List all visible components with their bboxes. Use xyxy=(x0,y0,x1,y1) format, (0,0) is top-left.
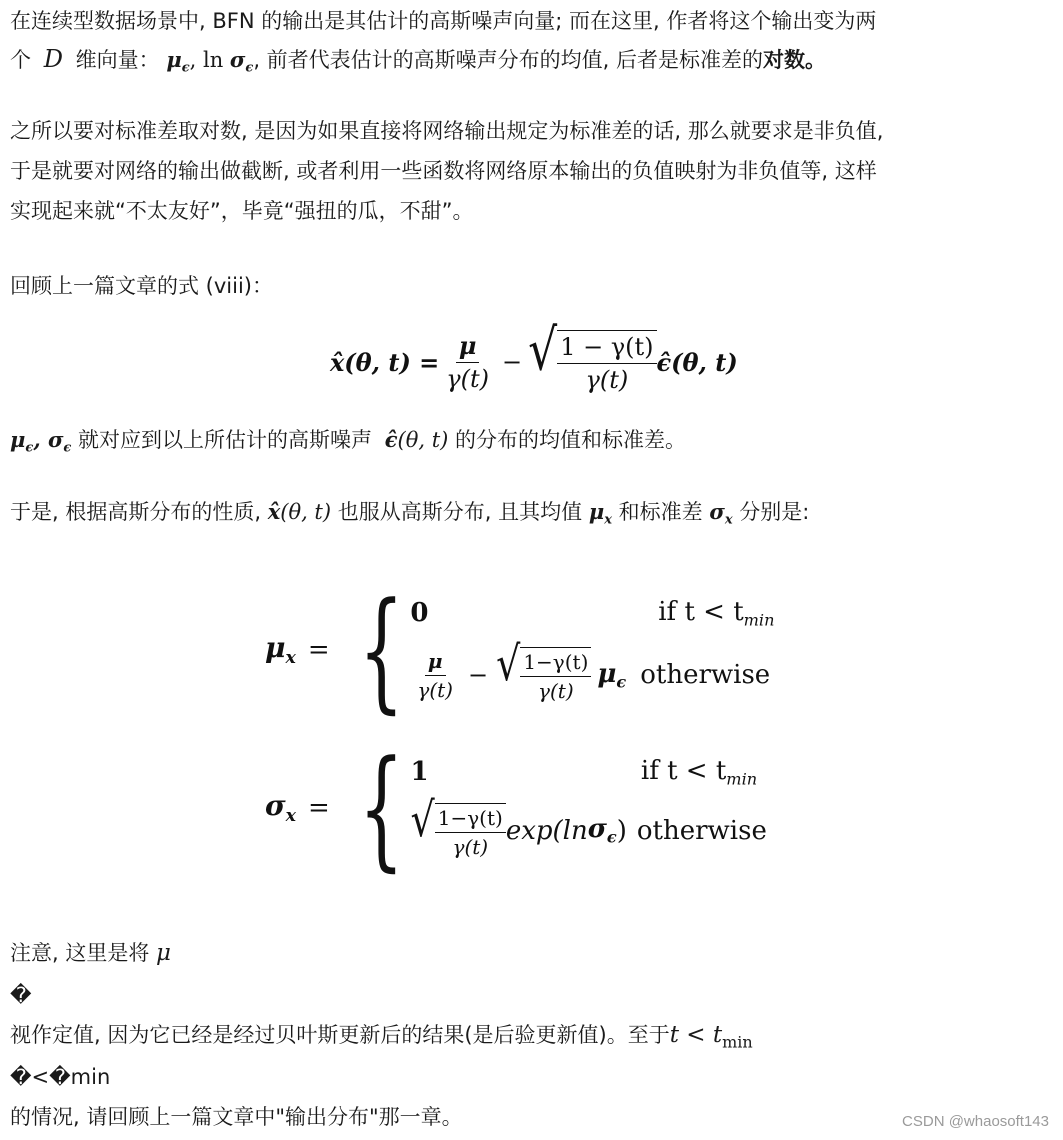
math-mu-epsilon: $\mu_\epsilon$ xyxy=(10,427,34,456)
paragraph-2-line-3: 实现起来就“不太友好”，毕竟“强扭的瓜，不甜”。 xyxy=(10,199,474,223)
math-sigma-epsilon: $\sigma_\epsilon$ xyxy=(47,427,72,456)
paragraph-3: 回顾上一篇文章的式 (viii)： xyxy=(10,274,273,298)
paragraph-5: 于是, 根据高斯分布的性质, x̂(θ, t) 也服从高斯分布, 且其均值 $\mu_x$ 和标准差 $\sigma_x$ 分别是: xyxy=(10,499,810,528)
equation-mu-x: $\mu_x$ = { 0 if $t < t_{min}$ $\frac{\mu}{\gamma(t)}$ − √ $\frac{1-\gamma(t)}{\gamma(t)}$ $\mu_\epsilon$ otherwise xyxy=(265,574,775,726)
math-D: D xyxy=(43,45,63,73)
math-sigma-x: $\sigma_x$ xyxy=(709,499,733,528)
paragraph-2-line-1: 之所以要对标准差取对数, 是因为如果直接将网络输出规定为标准差的话, 那么就要求是非负值, xyxy=(10,119,884,143)
equation-sigma-x: $\sigma_x$ = { 1 if $t < t_{min}$ √ $\frac{1-\gamma(t)}{\gamma(t)}$ exp(ln $\sigma_\epsilon$ ) otherwise xyxy=(265,731,767,884)
paragraph-9: 的情况, 请回顾上一篇文章中"输出分布"那一章。 xyxy=(10,1105,463,1129)
math-sigma-epsilon: $\sigma_\epsilon$ xyxy=(229,47,254,76)
fraction: $\frac{\mu}{\gamma(t)}$ xyxy=(446,331,490,393)
paragraph-2-line-2: 于是就要对网络的输出做截断, 或者利用一些函数将网络原本输出的负值映射为非负值等, 这样 xyxy=(10,159,877,183)
bold-text: 对数。 xyxy=(763,48,827,72)
paragraph-6: 注意, 这里是将 μ xyxy=(10,940,171,966)
replacement-char: � xyxy=(10,983,32,1007)
sqrt: √ $\frac{1 - \gamma(t)}{\gamma(t)}$ xyxy=(528,330,656,394)
math-mu-x: $\mu_x$ xyxy=(588,499,612,528)
paragraph-8-garbled: �<�min xyxy=(10,1065,111,1089)
text: 维向量： xyxy=(75,48,160,72)
text: , 前者代表估计的高斯噪声分布的均值, 后者是标准差的 xyxy=(253,48,764,72)
equation-viii: x̂(θ, t) = $\frac{\mu}{\gamma(t)}$ − √ $\frac{1 - \gamma(t)}{\gamma(t)}$ ϵ̂(θ, t) xyxy=(330,317,738,394)
math-mu-epsilon: $\mu_\epsilon$ xyxy=(166,47,190,76)
paragraph-4: $\mu_\epsilon$, $\sigma_\epsilon$ 就对应到以上所估计的高斯噪声 ϵ̂(θ, t) 的分布的均值和标准差。 xyxy=(10,427,687,456)
paragraph-1-line-1: 在连续型数据场景中, BFN 的输出是其估计的高斯噪声向量; 而在这里, 作者将这个输出变为两 xyxy=(10,9,877,33)
math-ln: , ln xyxy=(189,48,224,72)
text: 个 xyxy=(10,48,31,72)
paragraph-7: 视作定值, 因为它已经是经过贝叶斯更新后的结果(是后验更新值)。至于$t < t_{min}$ xyxy=(10,1022,753,1052)
math-x-hat: x̂ xyxy=(267,499,281,524)
math-eps-hat: ϵ̂ xyxy=(384,427,398,452)
paragraph-1-line-2 xyxy=(10,44,826,84)
watermark: CSDN @whaosoft143 xyxy=(902,1113,1049,1130)
